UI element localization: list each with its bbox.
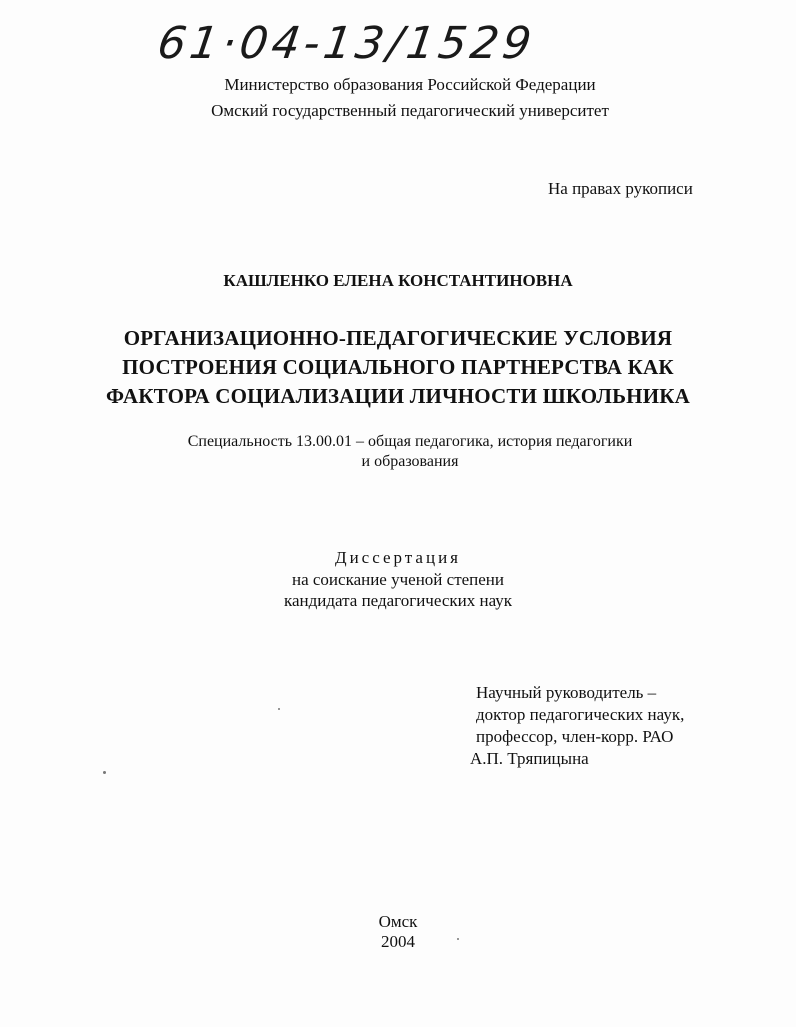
supervisor-title: профессор, член-корр. РАО	[476, 727, 674, 746]
dissertation-degree-line-1: на соискание ученой степени	[291, 570, 505, 589]
specialty	[150, 432, 670, 472]
supervisor-role: Научный руководитель –	[476, 683, 657, 702]
handwritten-catalog-number: 61·04-13/1529	[154, 18, 539, 69]
scan-speck	[457, 938, 459, 940]
ministry-name: Министерство образования Российской Федерации	[224, 75, 596, 94]
city: Омск	[378, 912, 418, 931]
supervisor-degree: доктор педагогических наук,	[476, 705, 685, 724]
university-name: Омский государственный педагогический университет	[211, 101, 609, 120]
dissertation-degree-line-2: кандидата педагогических наук	[283, 591, 513, 610]
specialty-line-1: Специальность 13.00.01 – общая педагогика, история педагогики	[187, 433, 633, 450]
title-line-1: ОРГАНИЗАЦИОННО-ПЕДАГОГИЧЕСКИЕ УСЛОВИЯ	[123, 326, 673, 350]
title-line-2: ПОСТРОЕНИЯ СОЦИАЛЬНОГО ПАРТНЕРСТВА КАК	[122, 355, 674, 379]
author-name: КАШЛЕНКО ЕЛЕНА КОНСТАНТИНОВНА	[223, 271, 573, 290]
year: 2004	[381, 932, 415, 951]
dissertation-label: Диссертация	[334, 548, 461, 567]
rights-note: На правах рукописи	[548, 179, 693, 198]
specialty-line-2: и образования	[361, 453, 459, 470]
supervisor-name: А.П. Тряпицына	[470, 749, 589, 768]
scan-speck	[103, 771, 106, 774]
title-line-3: ФАКТОРА СОЦИАЛИЗАЦИИ ЛИЧНОСТИ ШКОЛЬНИКА	[105, 384, 691, 408]
supervisor-block	[470, 682, 684, 770]
scan-speck	[278, 708, 280, 710]
